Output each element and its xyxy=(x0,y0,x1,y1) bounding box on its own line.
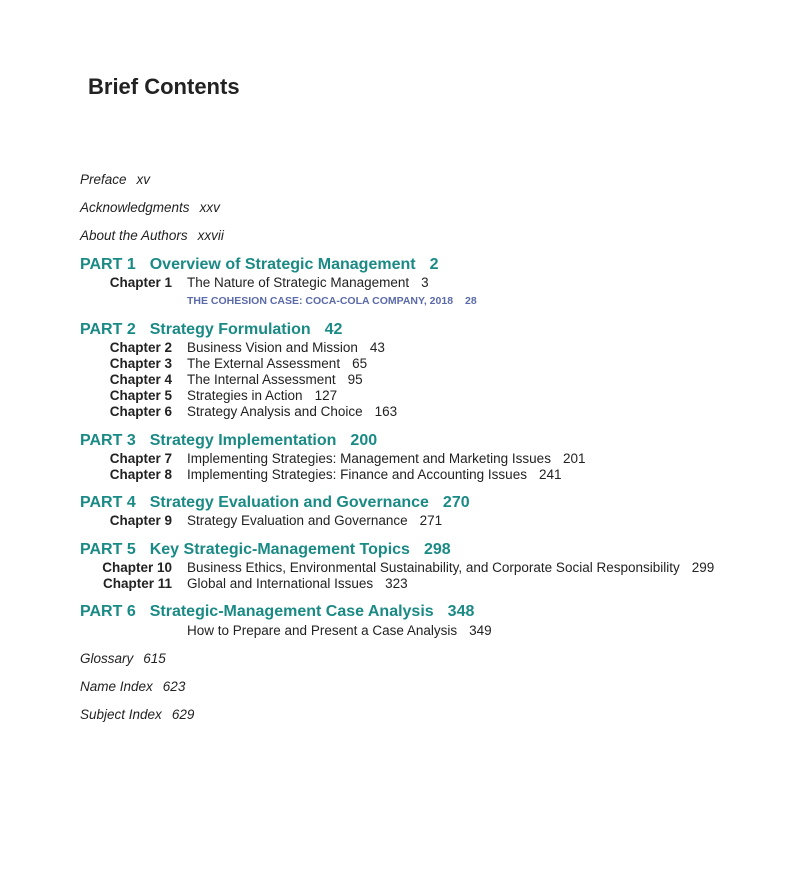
front-item-label: Acknowledgments xyxy=(80,200,190,215)
cohesion-case-row xyxy=(187,295,477,307)
part-title: Strategy Evaluation and Governance xyxy=(149,494,429,511)
back-item-name-index xyxy=(80,679,185,694)
part-title: Strategy Implementation xyxy=(149,432,337,449)
back-item-page: 623 xyxy=(162,679,186,694)
chapter-label: Chapter 9 xyxy=(109,513,172,528)
chapter-label: Chapter 4 xyxy=(109,372,172,387)
chapter-page: 271 xyxy=(419,513,443,528)
part-page: 348 xyxy=(447,603,475,620)
back-item-label: Name Index xyxy=(80,679,153,694)
chapter-label: Chapter 7 xyxy=(109,451,172,466)
front-item-acknowledgments xyxy=(80,200,220,215)
part-label: PART 1 xyxy=(80,256,136,273)
chapter-label: Chapter 8 xyxy=(109,467,172,482)
part-page: 200 xyxy=(350,432,378,449)
part-label: PART 3 xyxy=(80,432,136,449)
chapter-title: Strategy Evaluation and Governance xyxy=(187,513,408,528)
part-label: PART 5 xyxy=(80,541,136,558)
chapter-label: Chapter 10 xyxy=(102,560,172,575)
chapter-page: 323 xyxy=(385,576,408,591)
part-label: PART 4 xyxy=(80,494,136,511)
front-item-label: About the Authors xyxy=(80,228,188,243)
chapter-page: 241 xyxy=(538,467,562,482)
part-page: 298 xyxy=(423,541,451,558)
page-title: Brief Contents xyxy=(88,74,240,99)
part-heading-1 xyxy=(80,256,438,274)
part-title: Overview of Strategic Management xyxy=(149,256,416,273)
part-heading-3 xyxy=(80,432,377,450)
chapter-title: The Internal Assessment xyxy=(187,372,336,387)
case-page: 28 xyxy=(465,295,477,307)
part-page: 42 xyxy=(324,321,343,338)
chapter-title: Strategy Analysis and Choice xyxy=(187,404,363,419)
chapter-title: Implementing Strategies: Management and Marketing Issues xyxy=(187,451,551,466)
front-item-page: xv xyxy=(136,172,151,187)
part-heading-4 xyxy=(80,494,470,512)
back-item-subject-index xyxy=(80,707,194,722)
chapter-label: Chapter 11 xyxy=(102,576,172,591)
chapter-title: Business Ethics, Environmental Sustainability, and Corporate Social Responsibility xyxy=(187,560,680,575)
chapter-title: Business Vision and Mission xyxy=(187,340,358,355)
back-item-glossary xyxy=(80,651,166,666)
chapter-title: The External Assessment xyxy=(187,356,341,371)
chapter-title: The Nature of Strategic Management xyxy=(187,275,410,290)
part-page: 270 xyxy=(442,494,470,511)
chapter-label: Chapter 6 xyxy=(109,404,172,419)
chapter-page: 3 xyxy=(421,275,429,290)
part-heading-6 xyxy=(80,603,474,621)
part-heading-2 xyxy=(80,321,342,339)
chapter-title: Global and International Issues xyxy=(187,576,374,591)
chapter-page: 65 xyxy=(352,356,368,371)
back-item-label: Glossary xyxy=(80,651,134,666)
front-item-page: xxv xyxy=(199,200,220,215)
chapter-page: 299 xyxy=(691,560,715,575)
case-title: THE COHESION CASE: COCA-COLA COMPANY, 2018 xyxy=(187,295,454,307)
chapter-title: Implementing Strategies: Finance and Accounting Issues xyxy=(187,467,527,482)
part-title: Strategic-Management Case Analysis xyxy=(149,603,434,620)
part-title: Key Strategic-Management Topics xyxy=(149,541,410,558)
part-label: PART 2 xyxy=(80,321,136,338)
front-item-preface xyxy=(80,172,150,187)
chapter-page: 163 xyxy=(374,404,398,419)
back-item-label: Subject Index xyxy=(80,707,162,722)
front-item-about-authors xyxy=(80,228,224,243)
chapter-label: Chapter 1 xyxy=(109,275,172,290)
chapter-page: 95 xyxy=(347,372,363,387)
back-item-page: 615 xyxy=(143,651,166,666)
back-item-page: 629 xyxy=(171,707,195,722)
chapter-label: Chapter 3 xyxy=(109,356,172,371)
chapter-label: Chapter 2 xyxy=(109,340,172,355)
chapter-title: Strategies in Action xyxy=(187,388,303,403)
part-heading-5 xyxy=(80,541,451,559)
part-label: PART 6 xyxy=(80,603,136,620)
chapter-page: 127 xyxy=(314,388,338,403)
chapter-label: Chapter 5 xyxy=(109,388,172,403)
front-item-page: xxvii xyxy=(197,228,224,243)
part-page: 2 xyxy=(429,256,439,273)
chapter-page: 43 xyxy=(369,340,385,355)
chapter-page: 349 xyxy=(469,623,492,638)
chapter-page: 201 xyxy=(562,451,586,466)
part-title: Strategy Formulation xyxy=(149,321,311,338)
front-item-label: Preface xyxy=(80,172,127,187)
chapter-title: How to Prepare and Present a Case Analysis xyxy=(187,623,458,638)
